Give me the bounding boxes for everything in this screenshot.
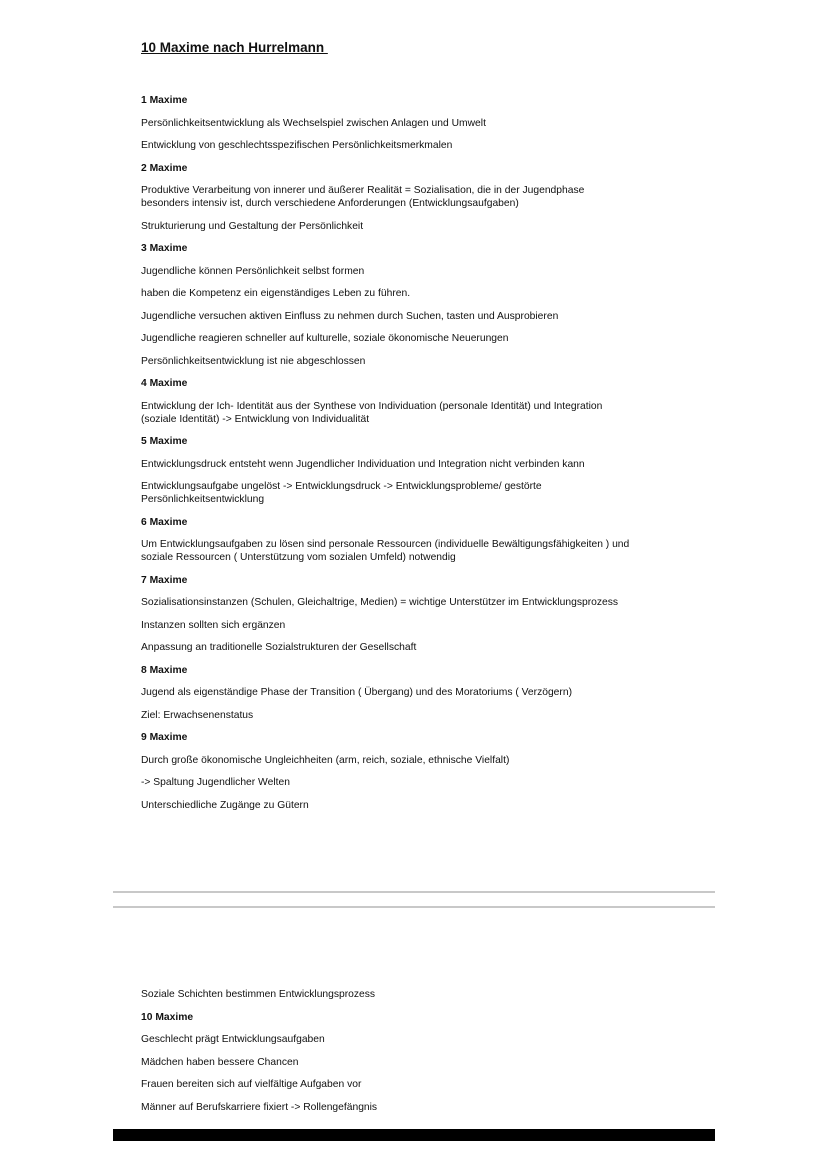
paragraph: -> Spaltung Jugendlicher Welten [141,777,290,788]
paragraph: Instanzen sollten sich ergänzen [141,619,286,631]
paragraph: Jugend als eigenständige Phase der Transition ( Übergang) und des Moratoriums ( Verzögern) [141,687,572,698]
paragraph: Ziel: Erwachsenenstatus [141,709,254,721]
paragraph: Persönlichkeitsentwicklung als Wechselspiel zwischen Anlagen und Umwelt [141,117,486,129]
maxime-heading: 4 Maxime [141,378,188,389]
paragraph: Mädchen haben bessere Chancen [141,1056,299,1068]
paragraph: Geschlecht prägt Entwicklungsaufgaben [141,1034,325,1045]
maxime-heading: 1 Maxime [141,95,188,106]
maxime-heading: 2 Maxime [141,162,188,174]
paragraph: Frauen bereiten sich auf vielfältige Aufgaben vor [141,1079,362,1090]
paragraph: Durch große ökonomische Ungleichheiten (arm, reich, soziale, ethnische Vielfalt) [141,754,510,766]
paragraph: Jugendliche reagieren schneller auf kulturelle, soziale ökonomische Neuerungen [141,333,509,344]
paragraph: Sozialisationsinstanzen (Schulen, Gleichaltrige, Medien) = wichtige Unterstützer im Entwicklungsprozess [141,597,619,608]
paragraph: Männer auf Berufskarriere fixiert -> Rollengefängnis [141,1101,378,1113]
maxime-heading: 6 Maxime [141,516,188,528]
paragraph: Soziale Schichten bestimmen Entwicklungsprozess [141,989,376,1000]
paragraph: Jugendliche können Persönlichkeit selbst formen [141,265,365,277]
page-separator-bottom [113,906,715,908]
maxime-list-page-2 [141,988,701,1123]
paragraph: Produktive Verarbeitung von innerer und äußerer Realität = Sozialisation, die in der Jugendphase besonders intensiv ist, durch verschiedene Anforderungen (Entwicklungsaufgaben) [141,185,585,209]
paragraph: Entwicklung von geschlechtsspezifischen Persönlichkeitsmerkmalen [141,140,453,151]
paragraph: Strukturierung und Gestaltung der Persönlichkeit [141,220,364,232]
paragraph: Entwicklungsdruck entsteht wenn Jugendlicher Individuation und Integration nicht verbinden kann [141,458,585,470]
maxime-heading: 10 Maxime [141,1011,194,1023]
paragraph: Anpassung an traditionelle Sozialstrukturen der Gesellschaft [141,642,417,653]
maxime-heading: 9 Maxime [141,732,188,743]
paragraph: Entwicklungsaufgabe ungelöst -> Entwicklungsdruck -> Entwicklungsprobleme/ gestörte Persönlichkeitsentwicklung [141,481,542,505]
maxime-heading: 3 Maxime [141,243,188,254]
paragraph: Um Entwicklungsaufgaben zu lösen sind personale Ressourcen (individuelle Bewältigungsfähigkeiten ) und soziale Ressourcen ( Unterstützung vom sozialen Umfeld) notwendig [141,539,630,563]
document-title: 10 Maxime nach Hurrelmann [141,40,328,55]
paragraph: Persönlichkeitsentwicklung ist nie abgeschlossen [141,355,366,367]
paragraph: Jugendliche versuchen aktiven Einfluss zu nehmen durch Suchen, tasten und Ausprobieren [141,310,559,322]
paragraph: haben die Kompetenz ein eigenständiges Leben zu führen. [141,288,411,299]
paragraph: Unterschiedliche Zugänge zu Gütern [141,799,309,811]
page-bottom-bar [113,1129,715,1141]
page-separator-top [113,891,715,893]
maxime-heading: 8 Maxime [141,664,188,676]
paragraph: Entwicklung der Ich- Identität aus der Synthese von Individuation (personale Identität) und Integration (soziale Identität) -> Entwicklung von Individualität [141,400,603,425]
maxime-heading: 5 Maxime [141,436,188,447]
maxime-heading: 7 Maxime [141,574,188,586]
maxime-list-page-1 [141,94,701,821]
